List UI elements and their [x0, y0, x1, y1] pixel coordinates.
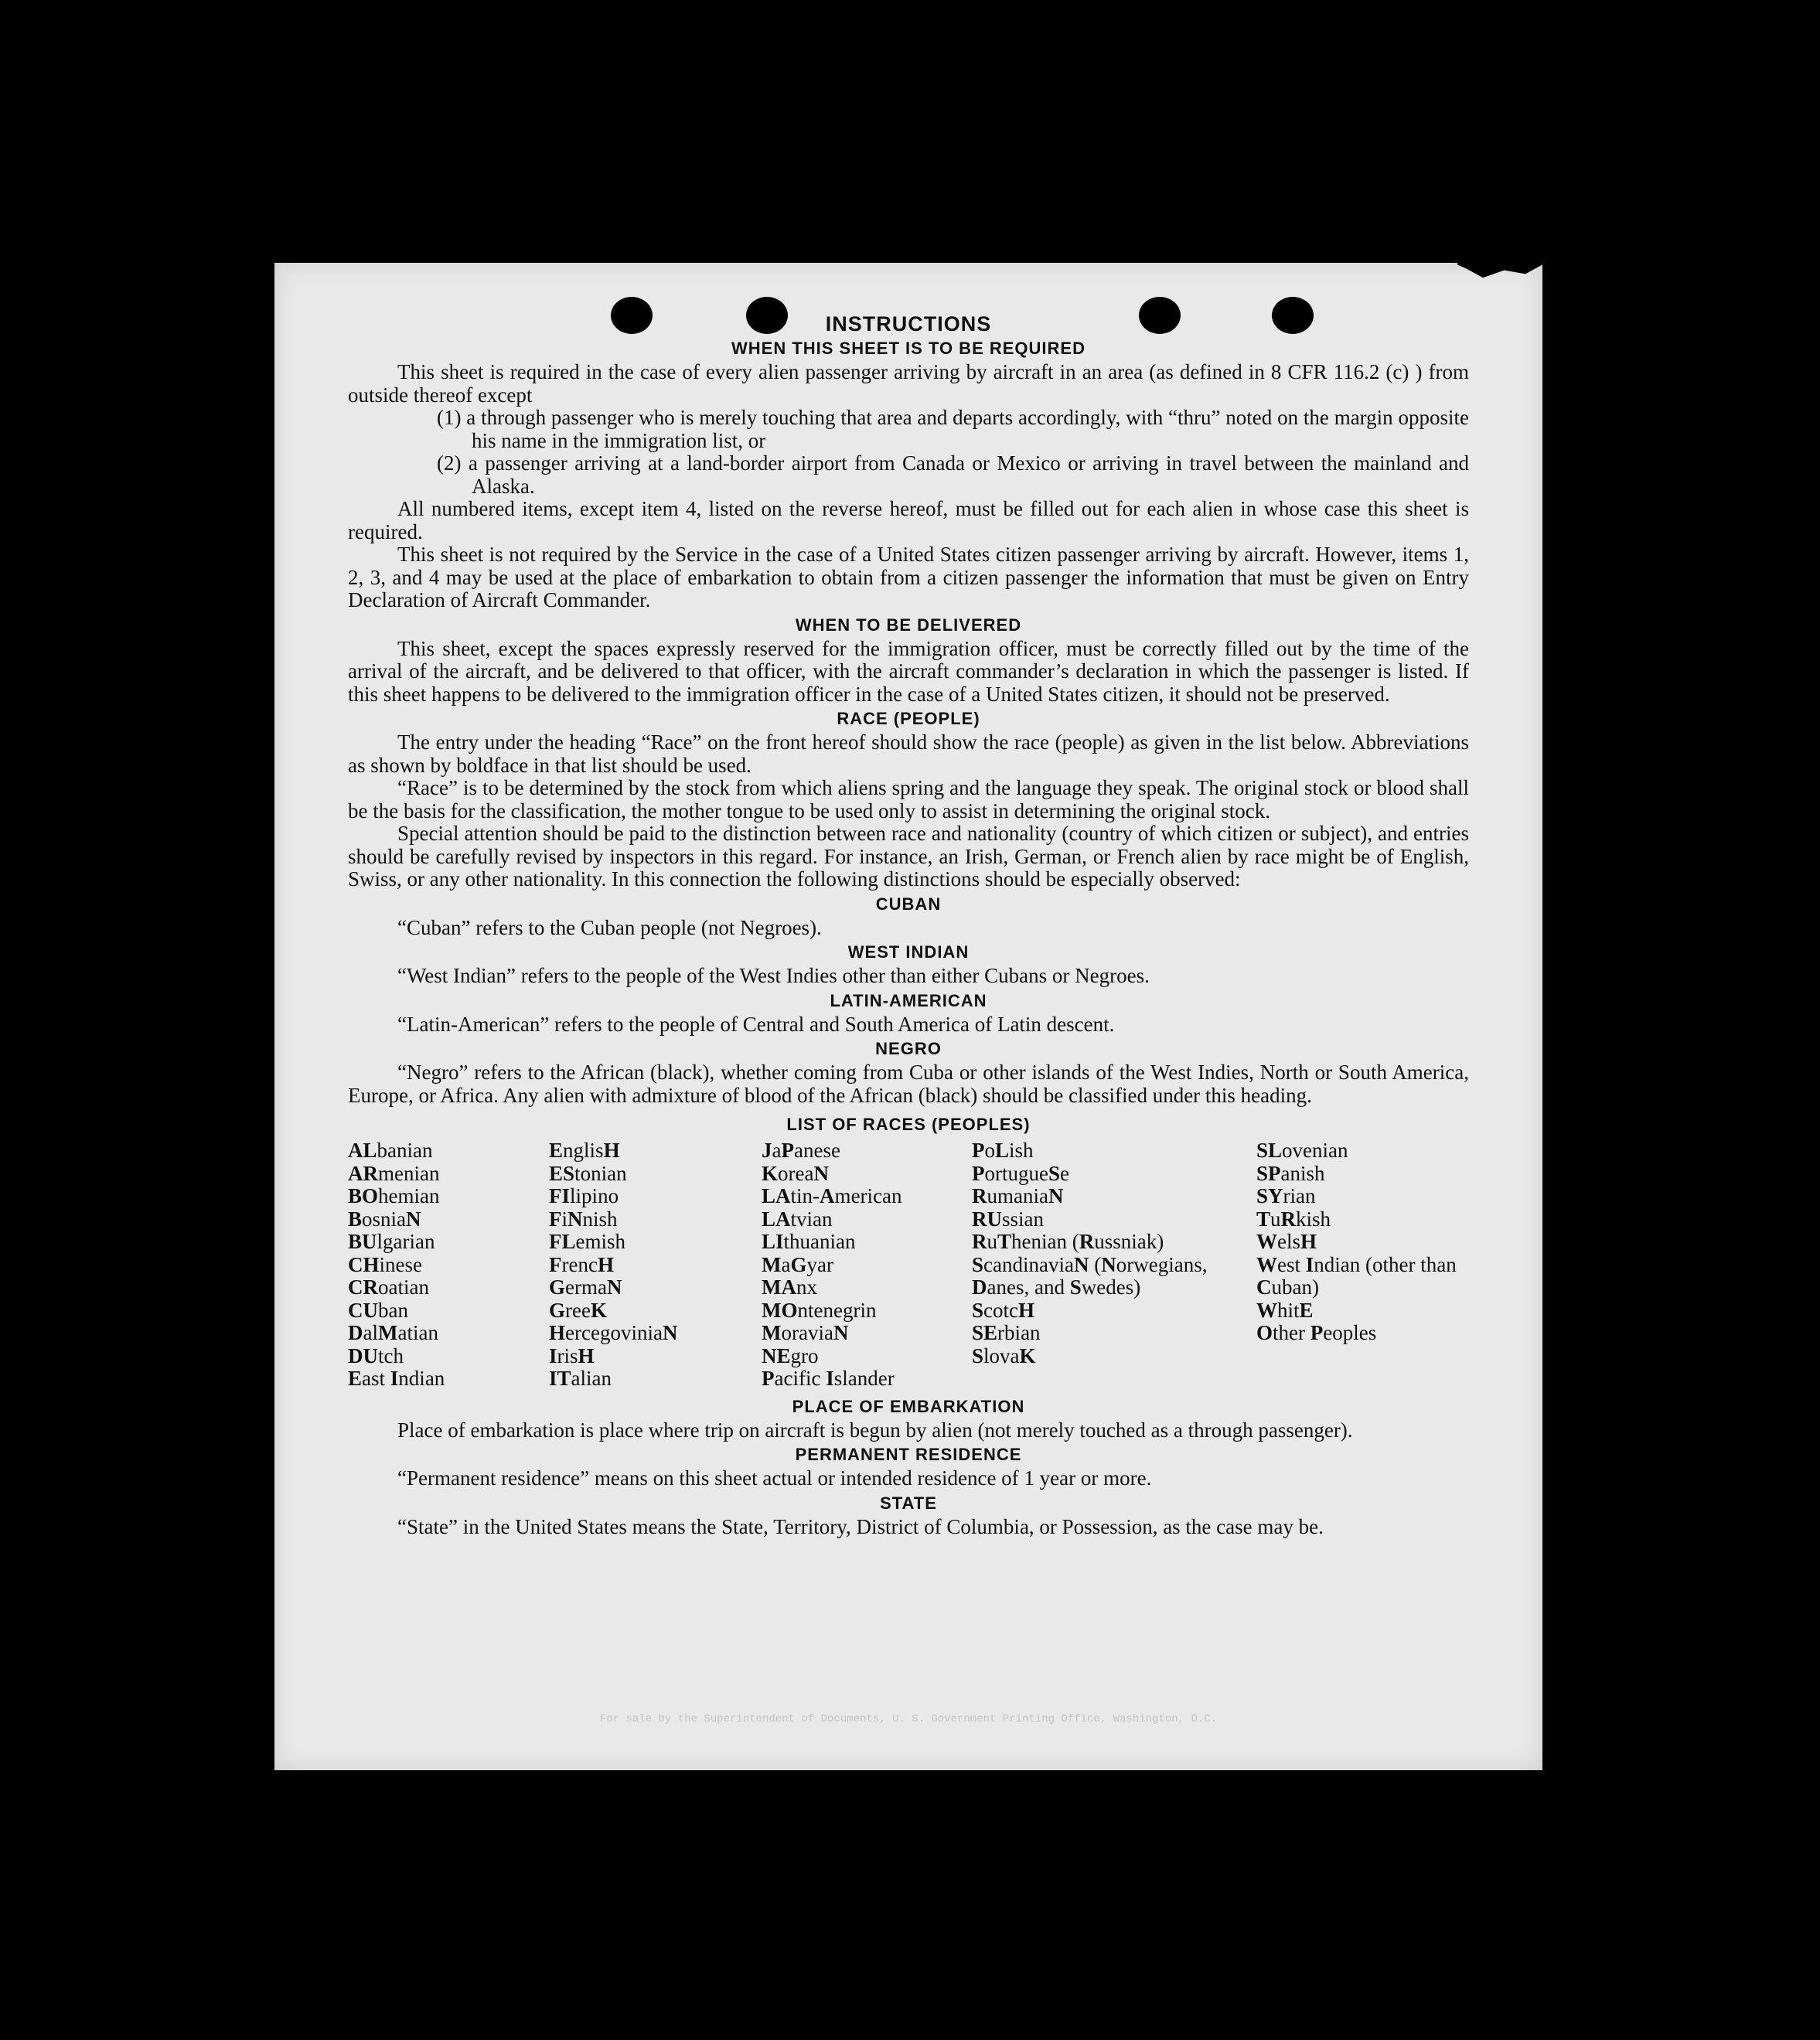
race-para-3: Special attention should be paid to the distinction between race and nationality (country of which citizen or subject), and entries should be carefully revised by inspectors in this regard. For instance, an Irish, German, or French alien by race might be of English, Swiss, or any other nationality. In this connection the following distinctions should be especially observed:: [348, 822, 1469, 891]
required-intro: This sheet is required in the case of every alien passenger arriving by aircraft in an area (as defined in 8 CFR 116.2 (c) ) from outside thereof except: [348, 360, 1469, 407]
race-list-item: WelsH: [1256, 1230, 1317, 1253]
race-list-item: ITalian: [549, 1367, 612, 1390]
race-para-2: “Race” is to be determined by the stock from which aliens spring and the language they speak. The original stock or blood shall be the basis for the classification, the mother tongue to be used only to assist in determining the original stock.: [348, 776, 1469, 822]
race-list-item: GreeK: [549, 1298, 607, 1322]
race-column: [348, 1139, 549, 1391]
race-list-item: RuThenian (Russniak): [972, 1230, 1164, 1253]
race-list-item: DalMatian: [348, 1321, 438, 1344]
race-list-item: FIlipino: [549, 1184, 619, 1207]
residence-text: “Permanent residence” means on this sheet actual or intended residence of 1 year or more.: [397, 1466, 1152, 1490]
race-list-item: DUtch: [348, 1344, 404, 1367]
race-list-item: HercegoviniaN: [549, 1321, 678, 1344]
race-list-item: ALbanian: [348, 1139, 433, 1162]
section-heading-race: RACE (PEOPLE): [837, 709, 980, 728]
race-list-item: CHinese: [348, 1252, 423, 1276]
race-list-item: FrencH: [549, 1252, 614, 1276]
page-title: INSTRUCTIONS: [825, 312, 992, 335]
race-list-item: FLemish: [549, 1230, 626, 1253]
race-column: [549, 1139, 762, 1391]
race-list-item: FiNnish: [549, 1207, 618, 1231]
race-list-item: RumaniaN: [972, 1184, 1064, 1207]
required-para-3: This sheet is not required by the Service in the case of a United States citizen passenger arriving by aircraft. However, items 1, 2, 3, and 4 may be used at the place of embarkation to obtain from a citizen passenger the information that must be given on Entry Declaration of Aircraft Commander.: [348, 543, 1469, 611]
race-list-item: Other Peoples: [1256, 1321, 1377, 1344]
section-heading-required: WHEN THIS SHEET IS TO BE REQUIRED: [731, 339, 1086, 358]
race-list-item: CRoatian: [348, 1275, 429, 1299]
section-heading-west-indian: WEST INDIAN: [847, 942, 970, 962]
west-indian-text: “West Indian” refers to the people of the West Indies other than either Cubans or Negroes.: [397, 964, 1150, 987]
race-list-item: SYrian: [1256, 1184, 1316, 1207]
cuban-text: “Cuban” refers to the Cuban people (not Negroes).: [397, 915, 822, 939]
race-list-item: MaGyar: [762, 1252, 833, 1276]
required-para-2: All numbered items, except item 4, listed on the reverse hereof, must be filled out for each alien in whose case this sheet is required.: [348, 497, 1469, 543]
race-list-item: BUlgarian: [348, 1230, 435, 1253]
race-list-item: BosniaN: [348, 1207, 421, 1231]
race-para-1: The entry under the heading “Race” on the front hereof should show the race (people) as given in the list below. Abbreviations as shown by boldface in that list should be used.: [348, 731, 1469, 777]
section-heading-latin-american: LATIN-AMERICAN: [830, 990, 987, 1010]
race-list-item: IrisH: [549, 1344, 595, 1367]
race-list: [348, 1139, 1469, 1391]
required-item-1: (1) a through passenger who is merely touching that area and departs accordingly, with “thru” noted on the margin opposite his name in the immigration list, or: [437, 406, 1469, 452]
latin-american-text: “Latin-American” refers to the people of Central and South America of Latin descent.: [397, 1012, 1115, 1036]
race-list-item: CUban: [348, 1298, 408, 1322]
delivered-text: This sheet, except the spaces expressly reserved for the immigration officer, must be correctly filled out by the time of the arrival of the aircraft, and be delivered to that officer, with the aircraft commander’s declaration in which the passenger is listed. If this sheet happens to be delivered to the immigration officer in the case of a United States citizen, it should not be preserved.: [348, 636, 1469, 706]
race-list-item: LAtvian: [762, 1207, 833, 1231]
race-list-item: MOntenegrin: [762, 1298, 877, 1322]
race-list-item: EnglisH: [549, 1139, 620, 1162]
negro-text: “Negro” refers to the African (black), whether coming from Cuba or other islands of the West Indies, North or South America, Europe, or Africa. Any alien with admixture of blood of the African (black) should be classified under this heading.: [348, 1061, 1469, 1107]
faint-footer-note: For sale by the Superintendent of Documents, U. S. Government Printing Office, Washington, D.C.: [599, 1713, 1218, 1725]
torn-corner: [1457, 263, 1542, 281]
race-list-item: RUssian: [972, 1207, 1045, 1231]
race-list-item: JaPanese: [762, 1139, 840, 1162]
embarkation-text: Place of embarkation is place where trip on aircraft is begun by alien (not merely touched as a through passenger).: [397, 1418, 1353, 1442]
race-list-item: East Indian: [348, 1367, 445, 1390]
section-heading-delivered: WHEN TO BE DELIVERED: [795, 615, 1022, 635]
race-list-item: PoLish: [972, 1139, 1034, 1162]
race-list-item: KoreaN: [762, 1161, 829, 1185]
race-column: [972, 1139, 1256, 1391]
section-heading-state: STATE: [880, 1493, 937, 1513]
section-heading-negro: NEGRO: [875, 1039, 942, 1058]
section-heading-embarkation: PLACE OF EMBARKATION: [792, 1396, 1025, 1416]
race-list-item: ARmenian: [348, 1161, 440, 1185]
race-column: [762, 1139, 972, 1391]
instructions-content: [348, 311, 1469, 1538]
state-text: “State” in the United States means the State, Territory, District of Columbia, or Possession, as the case may be.: [397, 1514, 1324, 1538]
race-list-item: SLovenian: [1256, 1139, 1348, 1162]
race-list-item: EStonian: [549, 1161, 627, 1185]
race-list-item: SPanish: [1256, 1161, 1325, 1185]
race-list-item: TuRkish: [1256, 1207, 1331, 1231]
race-list-item: BOhemian: [348, 1184, 440, 1207]
race-list-item: WhitE: [1256, 1298, 1314, 1322]
race-list-item: LIthuanian: [762, 1230, 856, 1253]
race-list-item: SErbian: [972, 1321, 1041, 1344]
section-heading-list-of-races: LIST OF RACES (PEOPLES): [786, 1115, 1031, 1134]
race-list-item: MAnx: [762, 1275, 817, 1299]
race-list-item: GermaN: [549, 1275, 622, 1299]
section-heading-residence: PERMANENT RESIDENCE: [795, 1445, 1022, 1464]
race-list-item: West Indian (other than Cuban): [1256, 1252, 1457, 1299]
race-column: [1256, 1139, 1469, 1391]
race-list-item: Pacific Islander: [762, 1367, 895, 1390]
race-list-item: LAtin-American: [762, 1184, 902, 1207]
race-list-item: MoraviaN: [762, 1321, 849, 1344]
race-list-item: ScotcH: [972, 1298, 1035, 1322]
race-list-item: PortugueSe: [972, 1161, 1070, 1185]
section-heading-cuban: CUBAN: [875, 894, 942, 914]
required-item-2: (2) a passenger arriving at a land-border airport from Canada or Mexico or arriving in travel between the mainland and Alaska.: [437, 451, 1469, 498]
document-sheet: [274, 263, 1542, 1770]
race-list-item: SlovaK: [972, 1344, 1036, 1367]
race-list-item: NEgro: [762, 1344, 819, 1367]
race-list-item: ScandinaviaN (Norwegians, Danes, and Swedes): [972, 1252, 1208, 1299]
